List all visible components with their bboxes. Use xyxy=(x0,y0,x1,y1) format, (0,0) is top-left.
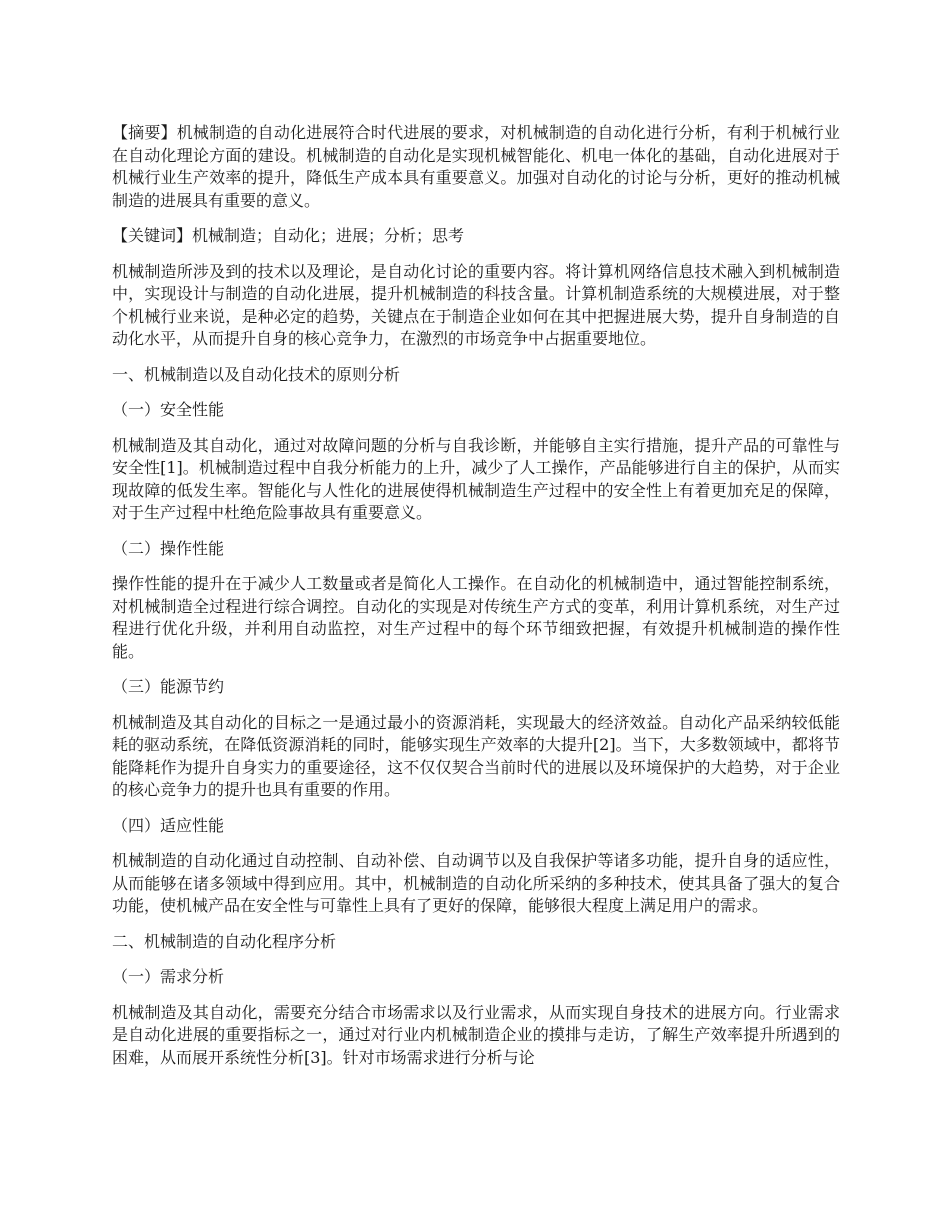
subsection-1-1-body: 机械制造及其自动化，通过对故障问题的分析与自我诊断，并能够自主实行措施，提升产品的可靠性与安全性[1]。机械制造过程中自我分析能力的上升，减少了人工操作，产品能够进行自主的保护，从而实现故障的低发生率。智能化与人性化的进展使得机械制造生产过程中的安全性上有着更加充足的保障，对于生产过程中杜绝危险事故具有重要意义。 xyxy=(112,435,840,522)
subsection-1-4-heading: （四）适应性能 xyxy=(112,815,225,835)
subsection-1-2-heading: （二）操作性能 xyxy=(112,538,225,558)
intro-paragraph: 机械制造所涉及到的技术以及理论，是自动化讨论的重要内容。将计算机网络信息技术融入到机械制造中，实现设计与制造的自动化进展，提升机械制造的科技含量。计算机制造系统的大规模进展，对于整个机械行业来说，是种必定的趋势，关键点在于制造企业如何在其中把握进展大势，提升自身制造的自动化水平，从而提升自身的核心竞争力，在激烈的市场竞争中占据重要地位。 xyxy=(112,261,840,348)
keywords-paragraph: 【关键词】机械制造；自动化；进展；分析；思考 xyxy=(112,226,465,245)
section-2-heading: 二、机械制造的自动化程序分析 xyxy=(112,931,337,951)
subsection-1-1-heading: （一）安全性能 xyxy=(112,400,225,419)
document-page xyxy=(112,122,840,1082)
subsection-2-1-body: 机械制造及其自动化，需要充分结合市场需求以及行业需求，从而实现自身技术的进展方向。行业需求是自动化进展的重要指标之一，通过对行业内机械制造企业的摸排与走访，了解生产效率提升所遇到的困难，从而展开系统性分析[3]。针对市场需求进行分析与论 xyxy=(112,1002,840,1067)
section-1-heading: 一、机械制造以及自动化技术的原则分析 xyxy=(112,364,401,384)
subsection-1-3-body: 机械制造及其自动化的目标之一是通过最小的资源消耗，实现最大的经济效益。自动化产品采纳较低能耗的驱动系统，在降低资源消耗的同时，能够实现生产效率的大提升[2]。当下，大多数领域中，都将节能降耗作为提升自身实力的重要途径，这不仅仅契合当前时代的进展以及环境保护的大趋势，对于企业的核心竞争力的提升也具有重要的作用。 xyxy=(112,712,840,799)
subsection-2-1-heading: （一）需求分析 xyxy=(112,967,225,986)
subsection-1-2-body: 操作性能的提升在于减少人工数量或者是简化人工操作。在自动化的机械制造中，通过智能控制系统，对机械制造全过程进行综合调控。自动化的实现是对传统生产方式的变革，利用计算机系统，对生产过程进行优化升级，并利用自动监控，对生产过程中的每个环节细致把握，有效提升机械制造的操作性能。 xyxy=(112,574,840,661)
subsection-1-3-heading: （三）能源节约 xyxy=(112,677,225,696)
abstract-paragraph: 【摘要】机械制造的自动化进展符合时代进展的要求，对机械制造的自动化进行分析，有利于机械行业在自动化理论方面的建设。机械制造的自动化是实现机械智能化、机电一体化的基础，自动化进展对于机械行业生产效率的提升，降低生产成本具有重要意义。加强对自动化的讨论与分析，更好的推动机械制造的进展具有重要的意义。 xyxy=(112,123,840,210)
subsection-1-4-body: 机械制造的自动化通过自动控制、自动补偿、自动调节以及自我保护等诸多功能，提升自身的适应性，从而能够在诸多领域中得到应用。其中，机械制造的自动化所采纳的多种技术，使其具备了强大的复合功能，使机械产品在安全性与可靠性上具有了更好的保障，能够很大程度上满足用户的需求。 xyxy=(112,851,840,915)
